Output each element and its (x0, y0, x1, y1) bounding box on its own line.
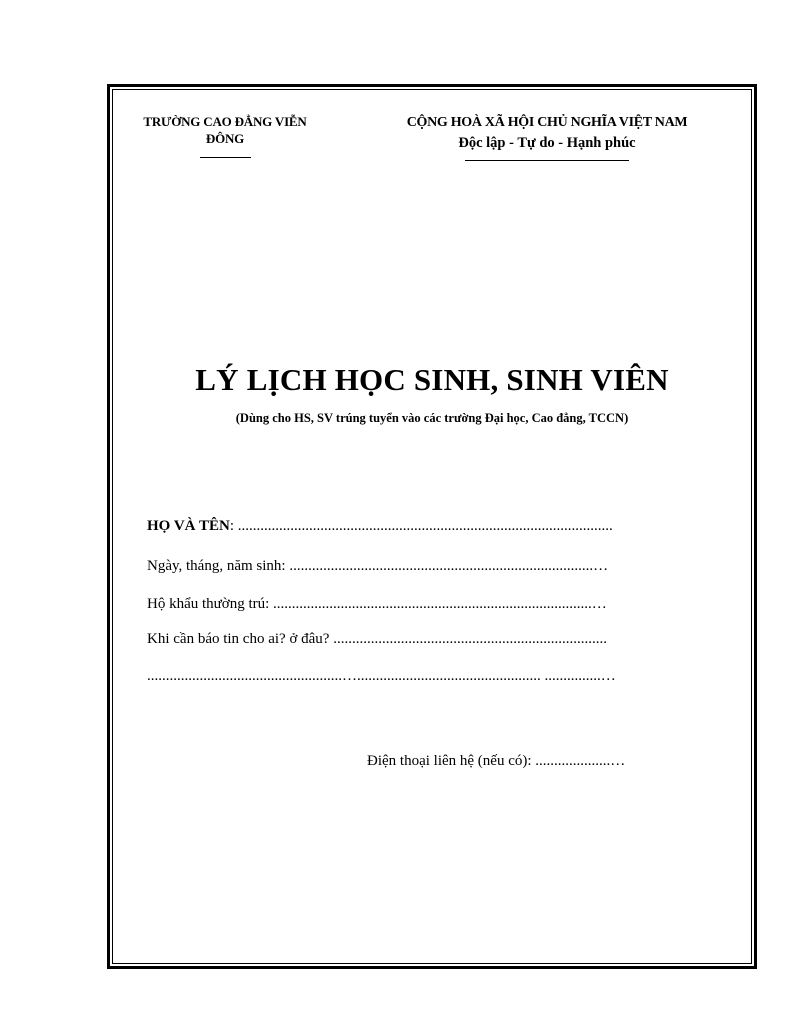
contact-field: Khi cần báo tin cho ai? ở đâu? ......................................................................... (147, 631, 607, 647)
nation-motto: Độc lập - Tự do - Hạnh phúc (458, 135, 636, 151)
name-field (147, 516, 667, 536)
motto-divider (465, 160, 629, 161)
document-subtitle: (Dùng cho HS, SV trúng tuyển vào các trường Đại học, Cao đẳng, TCCN) (235, 411, 629, 425)
school-divider (200, 157, 251, 158)
contact-extra-line: ....................................................…................................................. ...............… (147, 668, 616, 684)
nation-heading: CỘNG HOÀ XÃ HỘI CHỦ NGHĨA VIỆT NAM (406, 115, 688, 130)
school-name-line2: ĐÔNG (205, 131, 245, 146)
school-name (120, 113, 330, 147)
name-field-blank: : .................................................................................................... (229, 518, 613, 534)
school-name-line1: TRƯỜNG CAO ĐẲNG VIỄN (143, 114, 307, 129)
phone-field: Điện thoại liên hệ (nếu có): ....................… (367, 753, 626, 769)
name-field-label: HỌ VÀ TÊN (147, 518, 230, 534)
birth-date-field: Ngày, tháng, năm sinh: .................................................................................… (147, 558, 609, 574)
residence-field: Hộ khẩu thường trú: .....................................................................................… (147, 596, 607, 612)
document-title: LÝ LỊCH HỌC SINH, SINH VIÊN (195, 362, 669, 397)
